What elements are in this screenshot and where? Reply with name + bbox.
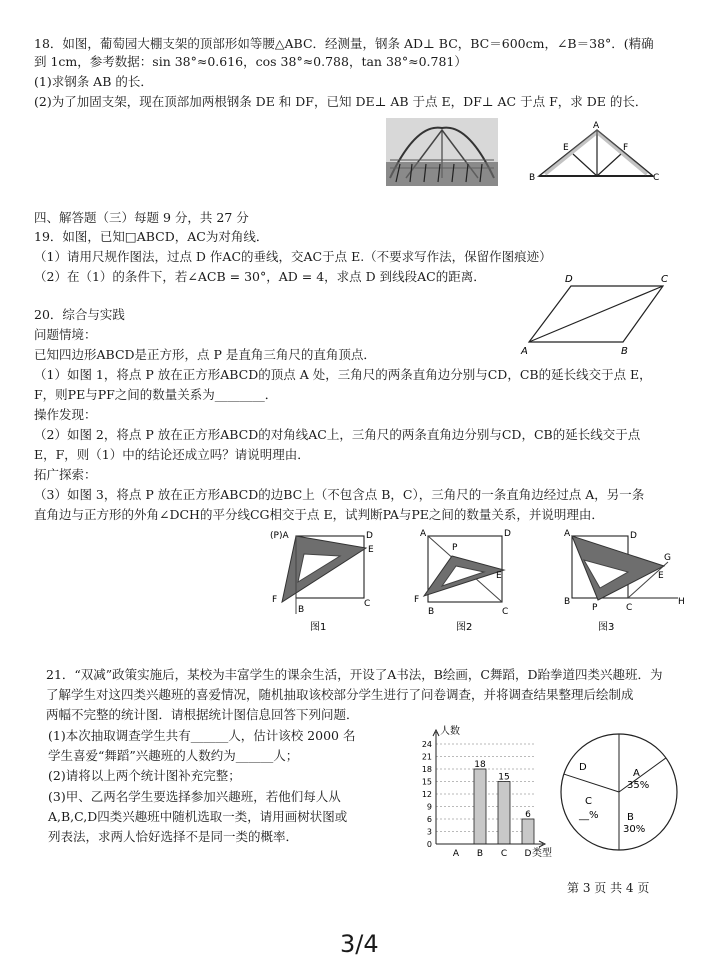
bar-chart-category: A (452, 849, 460, 858)
fig3-caption: 图3 (598, 622, 615, 633)
fig1-label-f: F (272, 595, 278, 605)
fig3-label-d: D (630, 531, 637, 541)
fig3-label-c: C (626, 603, 633, 613)
bar-chart-ytick: 21 (421, 752, 432, 762)
bar-chart-ytick: 3 (426, 827, 432, 837)
q18-label-f: F (623, 143, 629, 153)
q21-pie-chart (557, 730, 681, 854)
fig3-label-a: A (564, 529, 571, 539)
fig2-label-d: D (504, 529, 511, 539)
q19-label-b: B (621, 346, 628, 356)
q21-line6: (2)请将以上两个统计图补充完整； (48, 768, 241, 783)
q18-line2: 到 1cm，参考数据：sin 38°≈0.616，cos 38°≈0.788，tan 38°≈0.781） (34, 54, 467, 69)
bar-chart-category: D (524, 849, 532, 858)
q19-label-d: D (565, 274, 573, 285)
page-number: 3/4 (340, 930, 379, 958)
q18-label-b: B (529, 173, 536, 183)
fig1-label-e: E (368, 545, 374, 555)
bar-chart-ytick: 15 (421, 777, 432, 787)
fig2-label-f: F (414, 595, 420, 605)
q20-line11: 直角边与正方形的外角∠DCH的平分线CG相交于点 E，试判断PA与PE之间的数量关系，并说明理由． (34, 507, 604, 522)
q21-line8: A,B,C,D四类兴趣班中随机选取一类，请用画树状图或 (48, 809, 348, 824)
q20-line3: 已知四边形ABCD是正方形，点 P 是直角三角尺的直角顶点． (34, 347, 376, 362)
bar-chart-data-label: 6 (525, 810, 531, 820)
fig2-label-p: P (452, 543, 458, 553)
fig3-label-g: G (664, 553, 671, 563)
q19-parallelogram-figure (515, 270, 675, 356)
q18-label-e: E (563, 143, 569, 153)
q18-line1: 18．如图，葡萄园大棚支架的顶部形如等腰△ABC．经测量，钢条 AD⊥ BC，BC＝600cm，∠B＝38°．(精确 (34, 36, 654, 51)
fig3-label-p: P (592, 603, 598, 613)
bar-chart-ytick: 12 (421, 790, 432, 799)
q18-triangle-figure (525, 118, 665, 186)
q20-line4: （1）如图 1，将点 P 放在正方形ABCD的顶点 A 处，三角尺的两条直角边分别与CD，CB的延长线交于点 E， (34, 367, 652, 382)
bar-chart-category: B (476, 849, 484, 858)
q20-line9: 拓广探索： (34, 467, 97, 482)
bar-chart-ytick: 18 (421, 765, 432, 774)
fig2-label-a: A (420, 529, 427, 539)
fig1-label-d: D (366, 531, 373, 541)
bar-chart-bar (498, 782, 510, 845)
pie-percent-a: 35% (627, 780, 650, 791)
q20-line6: 操作发现： (34, 407, 97, 422)
page-info: 第 3 页 共 4 页 (567, 881, 650, 895)
q18-line3: (1)求钢条 AB 的长． (34, 74, 153, 89)
fig3-label-b: B (564, 597, 571, 607)
bar-chart-data-label: 18 (474, 760, 486, 770)
pie-percent-b: 30% (623, 824, 646, 835)
q21-line3: 两幅不完整的统计图．请根据统计图信息回答下列问题． (46, 707, 359, 722)
pie-percent-c: __% (579, 810, 599, 821)
fig2-label-e: E (496, 571, 502, 581)
fig1-caption: 图1 (310, 622, 327, 633)
q21-line9: 列表法，求两人恰好选择不是同一类的概率． (48, 829, 299, 844)
pie-label-a: A (633, 768, 640, 779)
bar-chart-ylabel: 人数 (440, 726, 460, 737)
fig1-label-b: B (298, 605, 305, 615)
q20-line5: F，则PE与PF之间的数量关系为________． (34, 387, 278, 402)
pie-label-d: D (579, 762, 587, 773)
q19-label-a: A (521, 346, 528, 356)
q21-line5: 学生喜爱“舞蹈”兴趣班的人数约为______人； (48, 748, 299, 763)
bar-chart-bar (522, 819, 534, 844)
fig3-label-e: E (658, 571, 664, 581)
q21-line4: (1)本次抽取调查学生共有______人，估计该校 2000 名 (48, 728, 356, 743)
q21-line2: 了解学生对这四类兴趣班的喜爱情况，随机抽取该校部分学生进行了问卷调查，并将调查结果整理后绘制成 (46, 687, 634, 702)
greenhouse-photo (386, 118, 498, 186)
q18-line4: (2)为了加固支架，现在顶部加两根钢条 DE 和 DF，已知 DE⊥ AB 于点 E，DF⊥ AC 于点 F，求 DE 的长． (34, 94, 648, 109)
pie-label-c: C (585, 796, 592, 807)
q20-line1: 20．综合与实践 (34, 307, 125, 322)
fig1-label-pa: (P)A (270, 531, 289, 541)
section4-heading: 四、解答题（三）每题 9 分，共 27 分 (34, 210, 249, 225)
fig3-label-h: H (678, 597, 685, 607)
q18-label-a: A (593, 121, 600, 131)
fig1-label-c: C (364, 599, 371, 609)
bar-chart-ytick: 6 (426, 815, 432, 824)
q20-line7: （2）如图 2，将点 P 放在正方形ABCD的对角线AC上，三角尺的两条直角边分别与CD，CB的延长线交于点 (34, 427, 641, 442)
q21-line7: (3)甲、乙两名学生要选择参加兴趣班，若他们每人从 (48, 789, 341, 804)
q19-line3: （2）在（1）的条件下，若∠ACB = 30°，AD = 4，求点 D 到线段AC的距离． (34, 269, 486, 284)
fig2-label-b: B (428, 607, 435, 617)
fig2-caption: 图2 (456, 622, 473, 633)
q19-line1: 19．如图，已知□ABCD，AC为对角线． (34, 229, 269, 244)
q19-line2: （1）请用尺规作图法，过点 D 作AC的垂线，交AC于点 E.（不要求写作法，保留作图痕迹） (34, 249, 552, 264)
bar-chart-category: C (500, 849, 508, 858)
bar-chart-ytick: 0 (426, 840, 432, 849)
pie-slice-boundary (564, 774, 619, 792)
q20-line2: 问题情境： (34, 327, 97, 342)
q19-label-c: C (661, 274, 668, 285)
fig2-label-c: C (502, 607, 509, 617)
bar-chart-ytick: 24 (421, 740, 432, 749)
q20-figure2 (410, 526, 522, 636)
pie-label-b: B (627, 812, 634, 823)
q20-figure3 (560, 526, 690, 636)
q18-label-c: C (653, 173, 660, 183)
bar-chart-bar (474, 769, 486, 844)
q20-line8: E，F，则（1）中的结论还成立吗？请说明理由． (34, 447, 310, 462)
q20-line10: （3）如图 3，将点 P 放在正方形ABCD的边BC上（不包含点 B，C），三角尺的一条直角边经过点 A，另一条 (34, 487, 645, 502)
bar-chart-data-label: 15 (498, 772, 510, 783)
q20-figure1 (268, 526, 380, 636)
q21-line1: 21．“双减”政策实施后，某校为丰富学生的课余生活，开设了A书法，B绘画，C舞蹈，D跆拳道四类兴趣班．为 (46, 667, 663, 682)
bar-chart-ytick: 9 (426, 802, 432, 812)
bar-chart-xlabel: 类型 (532, 848, 552, 858)
q21-bar-chart (408, 722, 558, 858)
